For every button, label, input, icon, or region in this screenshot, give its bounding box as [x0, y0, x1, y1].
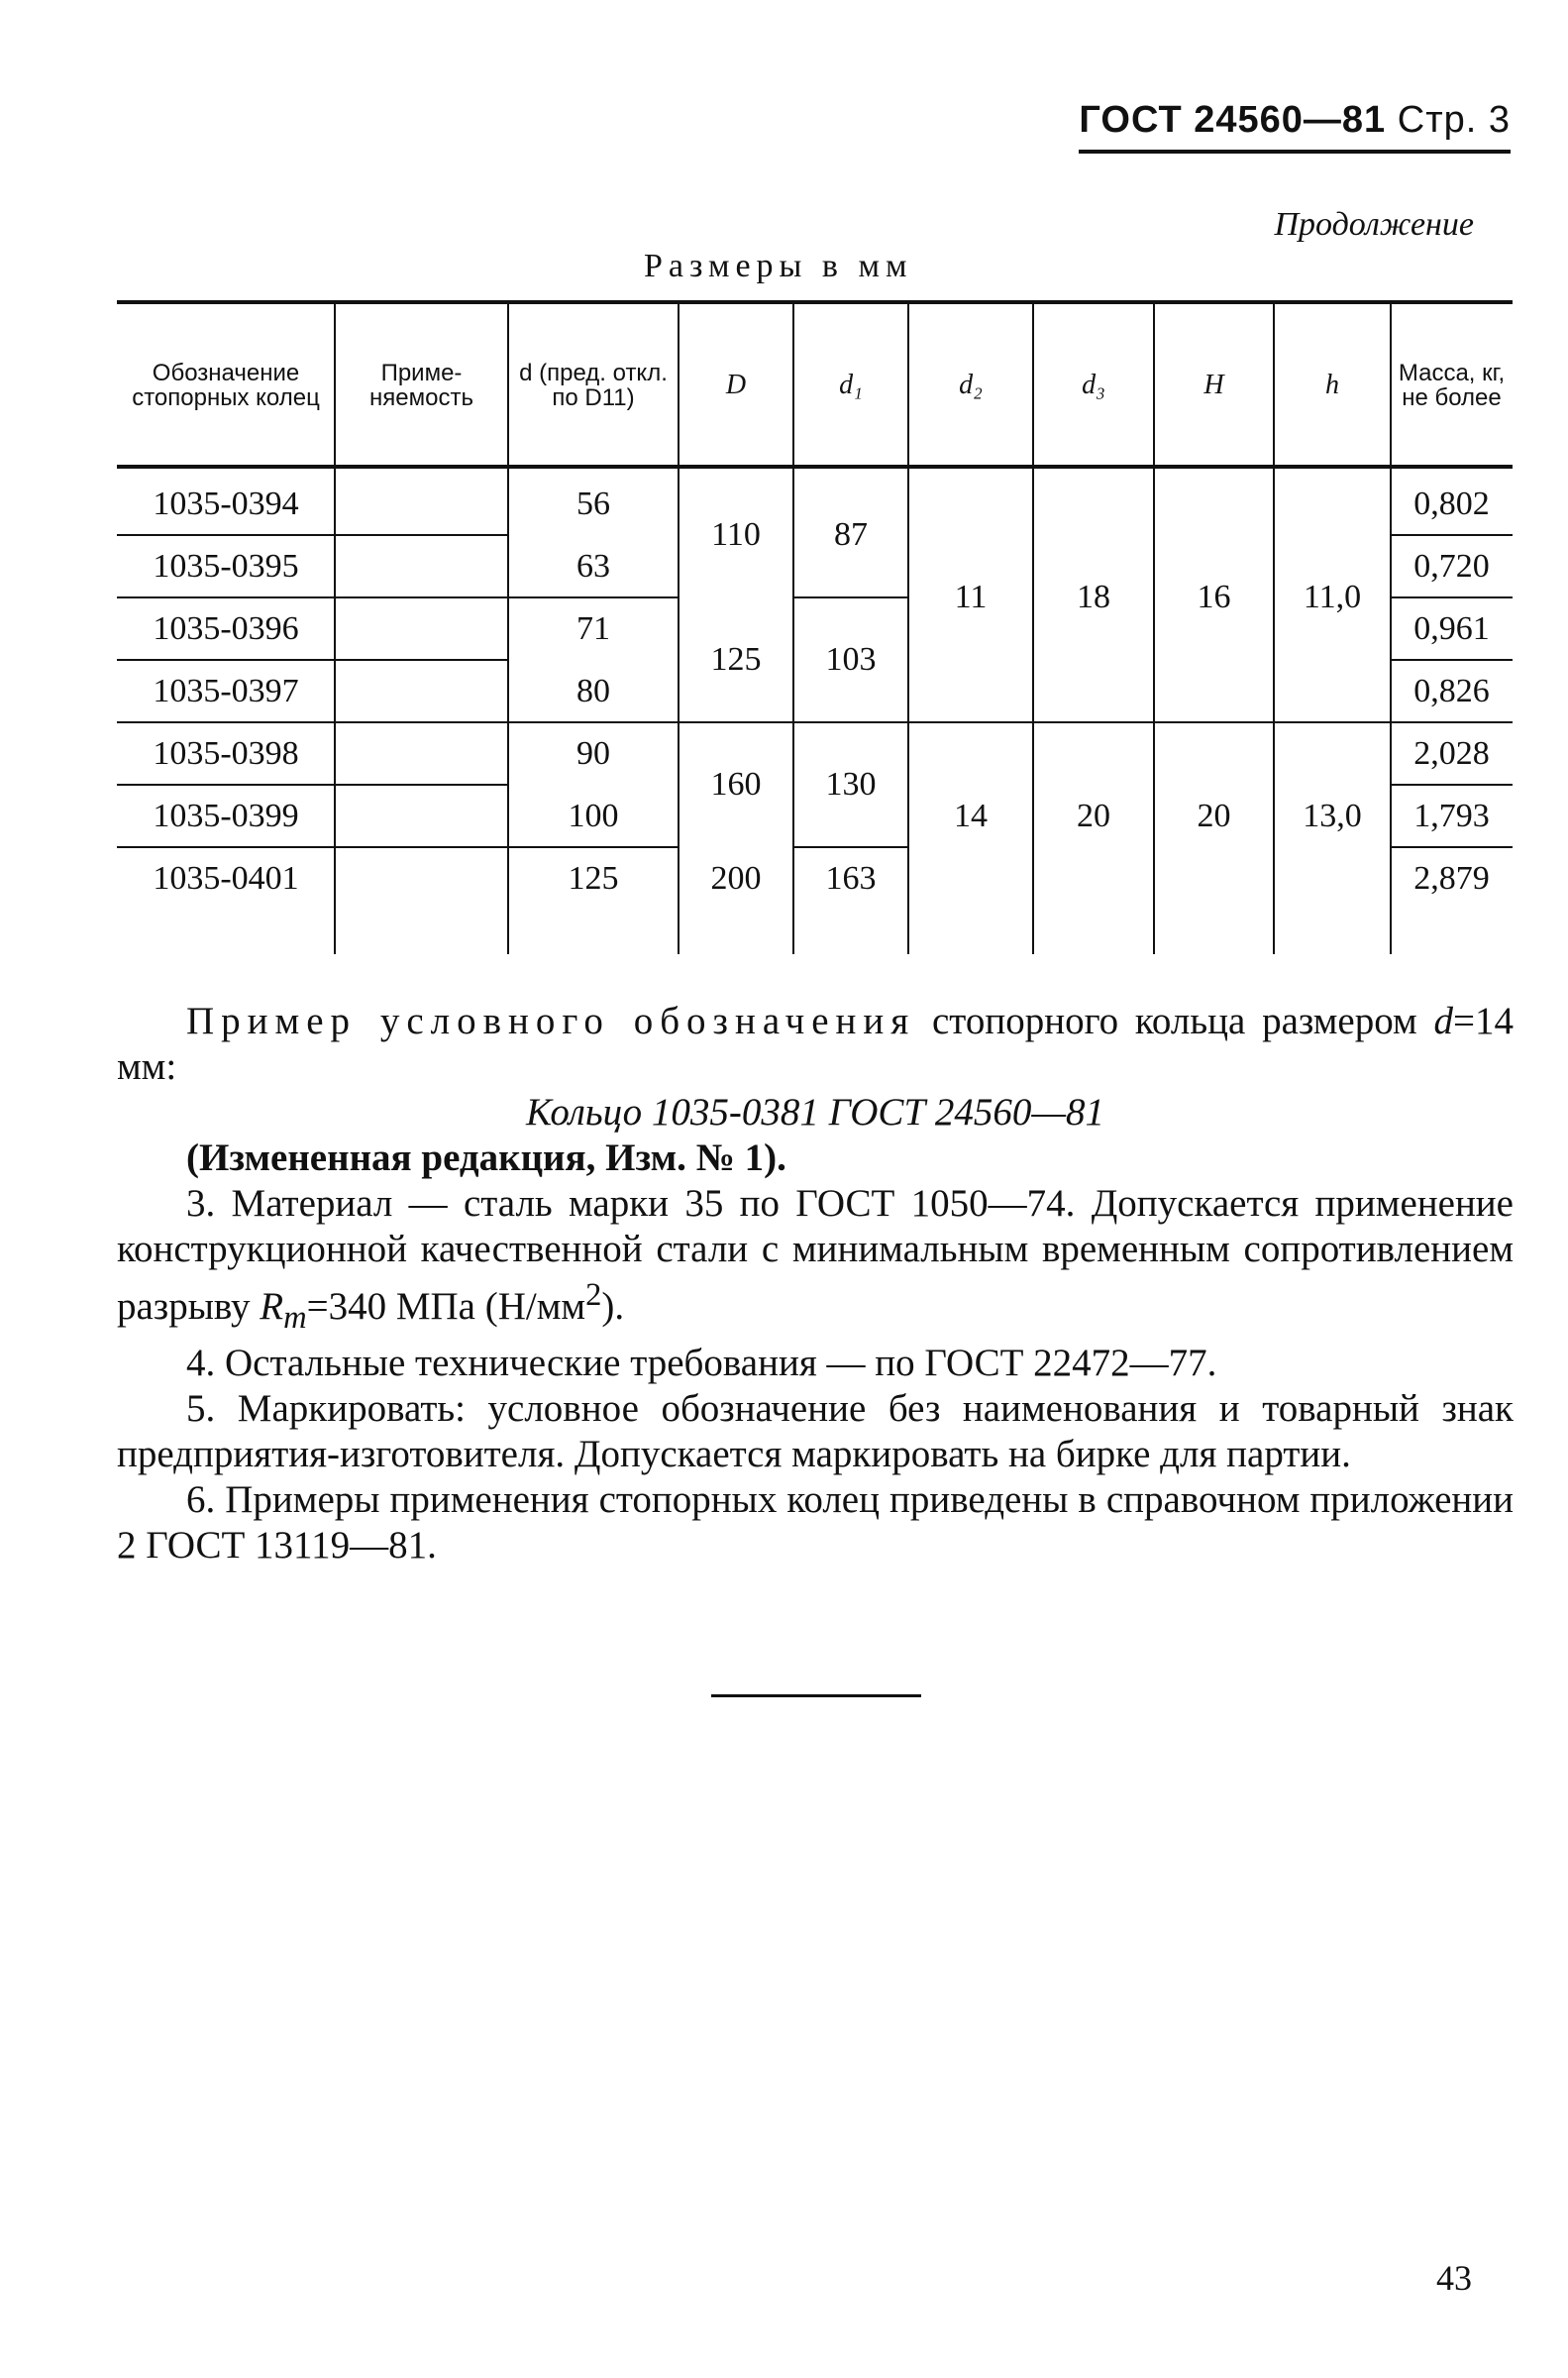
example-dim-value: =14 мм:	[117, 1000, 1514, 1088]
table-row-mass: 0,961	[1413, 609, 1490, 647]
cell-d2: 14	[954, 797, 988, 834]
example-title: Пример условного обозначения	[186, 1000, 916, 1042]
header-d1: d₁	[839, 370, 863, 401]
cell-D: 125	[710, 641, 762, 678]
units-caption: Размеры в мм	[644, 248, 913, 284]
cell-h: 11,0	[1303, 579, 1362, 615]
table-row-d: 71	[576, 609, 610, 647]
header-H: H	[1203, 370, 1224, 401]
header-d3: d₃	[1082, 370, 1105, 401]
cell-d1: 103	[825, 641, 877, 678]
table-row-mass: 1,793	[1413, 797, 1490, 834]
table-row-designation: 1035-0397	[153, 672, 299, 709]
header-mass: Масса, кг, не более	[1398, 359, 1506, 411]
cell-d3: 18	[1077, 579, 1110, 615]
table-row-designation: 1035-0394	[153, 485, 299, 522]
cell-h: 13,0	[1303, 797, 1362, 834]
cell-d1: 87	[834, 516, 868, 553]
item-3-subscript: m	[283, 1299, 307, 1336]
header-standard: ГОСТ 24560—81	[1079, 99, 1387, 141]
table-row-d: 80	[576, 672, 610, 709]
footer-divider	[711, 1694, 921, 1697]
item-3-end: ).	[601, 1285, 625, 1328]
body-text	[117, 999, 1514, 1568]
table-row-designation: 1035-0398	[153, 734, 299, 772]
item-3	[117, 1181, 1514, 1341]
header-D: D	[725, 370, 747, 401]
table-row-d: 100	[568, 797, 619, 834]
item-3-value: =340 МПа (Н/мм	[306, 1285, 586, 1328]
table-row-designation: 1035-0395	[153, 547, 299, 585]
item-3-superscript: 2	[585, 1277, 602, 1313]
table-row-d: 125	[568, 859, 619, 897]
example-rest: стопорного кольца размером	[932, 1000, 1417, 1042]
cell-D: 200	[710, 859, 762, 897]
page-header	[1079, 99, 1511, 154]
table-row-d: 90	[576, 734, 610, 772]
table-row-mass: 2,879	[1413, 859, 1490, 897]
table-row-mass: 0,826	[1413, 672, 1490, 709]
header-d: d (пред. откл. по D11)	[519, 359, 668, 411]
cell-d3: 20	[1077, 797, 1110, 834]
example-paragraph	[117, 999, 1514, 1090]
continuation-label: Продолжение	[1274, 206, 1474, 243]
table-row-mass: 2,028	[1413, 734, 1490, 772]
header-page: Стр. 3	[1397, 99, 1511, 141]
page-number: 43	[1436, 2258, 1472, 2298]
cell-d1: 130	[825, 766, 877, 803]
item-3-text: 3. Материал — сталь марки 35 по ГОСТ 1050—74. Допускается применение конструкционной качественной стали с минимальным временным сопротивлением разрыву	[117, 1182, 1514, 1328]
cell-d2: 11	[954, 579, 988, 615]
header-applicability: Приме-няемость	[369, 359, 473, 411]
item-5: 5. Маркировать: условное обозначение без наименования и товарный знак предприятия-изготовителя. Допускается маркировать на бирке для партии.	[117, 1386, 1514, 1475]
example-code: Кольцо 1035-0381 ГОСТ 24560—81	[525, 1091, 1105, 1134]
item-4: 4. Остальные технические требования — по ГОСТ 22472—77.	[186, 1341, 1217, 1384]
table-row-designation: 1035-0401	[153, 859, 299, 897]
dimensions-table	[117, 300, 1513, 954]
edition-note: (Измененная редакция, Изм. № 1).	[186, 1136, 786, 1179]
cell-H: 20	[1197, 797, 1231, 834]
cell-D: 160	[710, 766, 762, 803]
table-row-designation: 1035-0399	[153, 797, 299, 834]
table-row-mass: 0,720	[1413, 547, 1490, 585]
table-row-mass: 0,802	[1413, 485, 1490, 522]
header-h: h	[1325, 370, 1339, 401]
cell-H: 16	[1197, 579, 1231, 615]
cell-D: 110	[711, 516, 761, 553]
table-row-d: 56	[576, 485, 610, 522]
cell-d1: 163	[825, 859, 877, 897]
table-row-d: 63	[576, 547, 610, 585]
header-d2: d₂	[959, 370, 983, 401]
example-dim-symbol: d	[1433, 1000, 1453, 1042]
item-6: 6. Примеры применения стопорных колец приведены в справочном приложении 2 ГОСТ 13119—81.	[117, 1477, 1514, 1567]
header-designation: Обозначение стопорных колец	[132, 359, 320, 411]
table-row-designation: 1035-0396	[153, 609, 299, 647]
item-3-symbol: R	[260, 1285, 284, 1328]
